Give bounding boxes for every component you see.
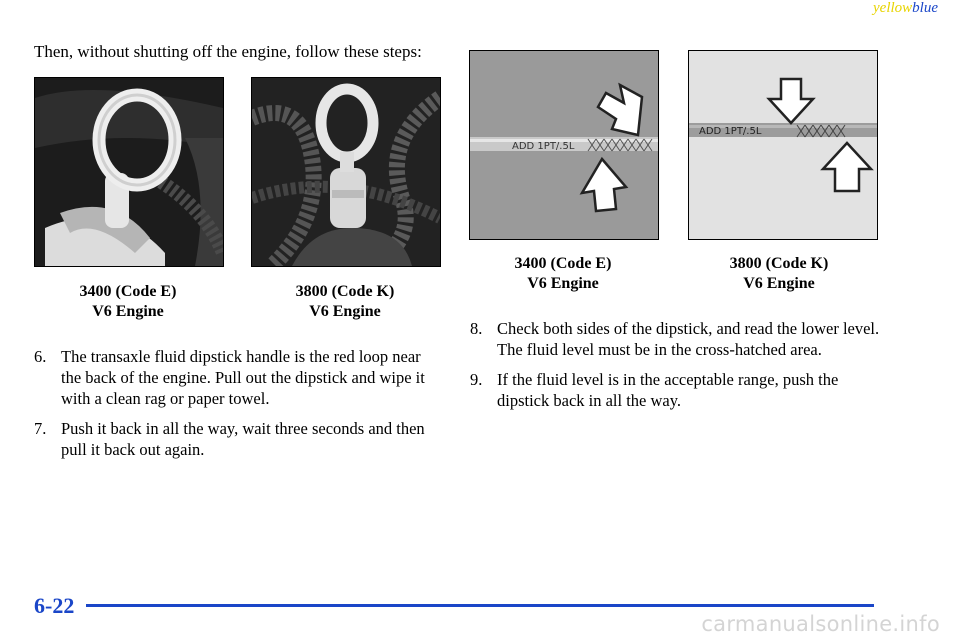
steps-right-column [470,318,890,420]
caption-3400-handle: 3400 (Code E) V6 Engine [79,283,177,320]
photo-3400-dipstick-reading [469,50,659,240]
brand-mark [873,0,938,17]
photo-3800-dipstick-reading [688,50,878,240]
step-6: 6. The transaxle fluid dipstick handle is the red loop near the back of the engine. Pull out the dipstick and wipe it with a clean rag or paper towel. [34,347,425,408]
caption-3800-reading: 3800 (Code K) V6 Engine [729,255,829,292]
photo-3800-dipstick-handle [251,77,441,267]
footer-rule [86,604,874,607]
dipstick-3800-marking: ADD 1PT/.5L [699,126,762,137]
caption-3800-handle: 3800 (Code K) V6 Engine [295,283,395,320]
step-7: 7. Push it back in all the way, wait three seconds and then pull it back out again. [34,419,425,459]
step-9: 9. If the fluid level is in the acceptable range, push the dipstick back in all the way. [470,370,839,410]
engine-3800-illustration [252,78,440,266]
brand-blue: blue [912,0,938,16]
watermark: carmanualsonline.info [701,612,940,636]
dipstick-3800-illustration [689,51,877,239]
caption-3400-reading: 3400 (Code E) V6 Engine [514,255,612,292]
steps-left-column [34,346,444,469]
page-number: 6-22 [34,593,75,618]
engine-3400-illustration [35,78,223,266]
dipstick-3400-marking: ADD 1PT/.5L [512,141,575,152]
step-8: 8. Check both sides of the dipstick, and read the lower level. The fluid level must be in the cross-hatched area. [470,319,880,359]
brand-yellow: yellow [873,0,913,16]
photo-3400-dipstick-handle [34,77,224,267]
intro-text: Then, without shutting off the engine, follow these steps: [34,42,422,61]
dipstick-3400-illustration [470,51,658,239]
